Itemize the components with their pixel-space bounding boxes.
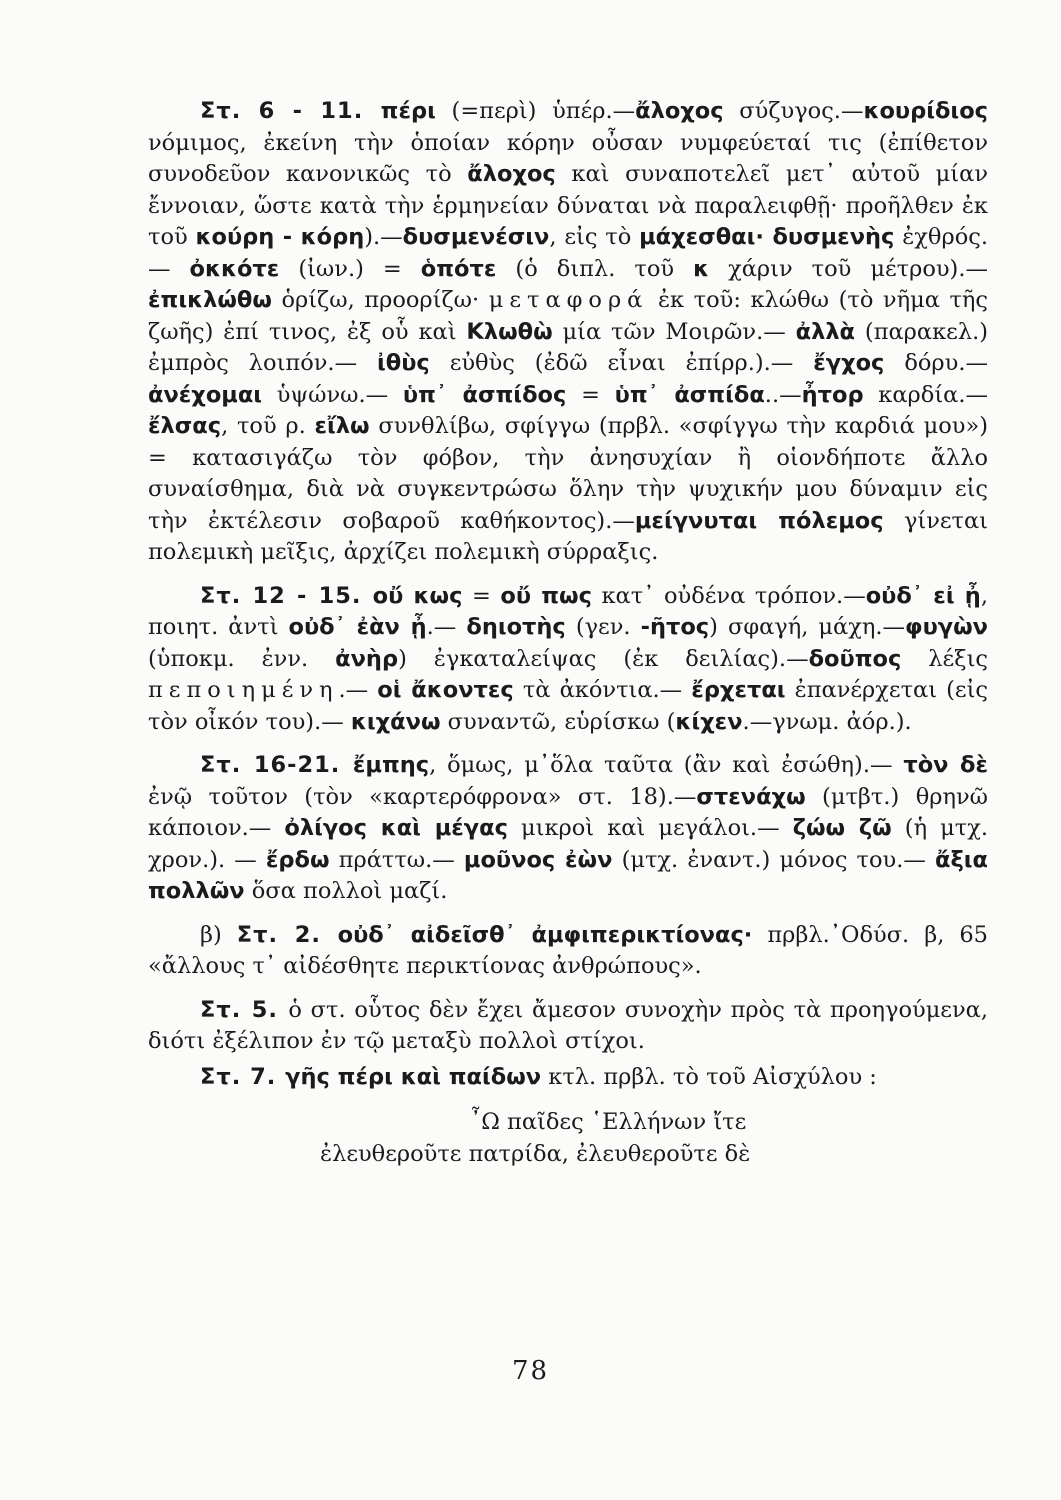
commentary-body	[148, 96, 988, 1170]
lemma: ὀκκότε	[189, 255, 280, 282]
spaced-term: μεταφορά	[488, 287, 649, 313]
lemma: ζώω ζῶ	[792, 815, 892, 841]
gloss-text: γίνεται πολεμικὴ μεῖξις, ἀρχίζει πολεμικὴ σύρραξις.	[148, 507, 989, 565]
lemma: κιχάνω	[350, 708, 441, 735]
line-reference: Στ. 5.	[200, 996, 289, 1023]
quote-line-1: ῏Ω παῖδες ῾Ελλήνων ἴτε	[470, 1109, 747, 1135]
lemma: Κλωθὼ	[466, 318, 553, 345]
lemma: οὐδ᾽ ἐὰν ᾖ	[288, 614, 427, 640]
gloss-text: .—	[426, 614, 467, 640]
gloss-text: καρδία.—	[863, 381, 988, 408]
gloss-text: (μτβτ.) θρηνῶ κάποιον.—	[148, 783, 988, 841]
gloss-text: (παρακελ.) ἐμπρὸς λοιπόν.—	[148, 318, 989, 376]
gloss-text: ὁ στ. οὗτος δὲν ἔχει ἄμεσον συνοχὴν πρὸς τὰ προηγούμενα, διότι ἐξέλιπον ἐν τῷ μεταξὺ πολλοὶ στίχοι.	[148, 996, 988, 1054]
gloss-text: .—γνωμ. ἀόρ.).	[742, 708, 912, 735]
gloss-text: (ὑποκμ. ἐνν.	[148, 645, 336, 672]
lemma: ἄλοχος	[467, 161, 556, 187]
gloss-text: συνθλίβω, σφίγγω (πρβλ. «σφίγγω τὴν καρδιά μου») = κατασιγάζω τὸν φόβον, τὴν ἀνησυχίαν ἢ οἱονδήποτε ἄλλο συναίσθημα, διὰ νὰ συγκεντρώσω ὅλην τὴν ψυχικήν μου δύναμιν εἰς τὴν ἐκτέλεσιν σοβαροῦ καθήκοντος).—	[148, 413, 988, 534]
lemma: κούρη - κόρη	[195, 224, 365, 250]
lemma: ὑπ᾽ ἀσπίδος	[402, 381, 567, 408]
gloss-text: κατ᾽ οὐδένα τρόπον.—	[591, 582, 866, 609]
gloss-text: πρβλ.᾽Οδύσ. β, 65 «ἄλλους τ᾽ αἰδέσθητε περικτίονας ἀνθρώπους».	[148, 921, 988, 979]
gloss-text: ἐκ τοῦ: κλώθω (τὸ νῆμα τῆς ζωῆς) ἐπί τινος, ἐξ οὗ καὶ	[148, 287, 988, 345]
lemma: μοῦνος ἐὼν	[463, 846, 613, 873]
spaced-term: πεποιημένη	[148, 677, 339, 703]
gloss-text: , ποιητ. ἀντὶ	[148, 582, 988, 640]
gloss-text: =	[462, 582, 501, 609]
lemma: ἔρδω	[265, 846, 330, 873]
lemma: εἴλω	[314, 413, 370, 439]
lemma: κίχεν	[675, 708, 743, 735]
gloss-text: (ὁ διπλ. τοῦ	[496, 255, 694, 282]
lemma: ἐπικλώθω	[148, 287, 272, 313]
lemma: δοῦπος	[808, 645, 902, 672]
lemma: μάχεσθαι· δυσμενὴς	[639, 224, 895, 250]
lemma: ἀνέχομαι	[148, 381, 263, 408]
gloss-text: , ὅμως, μ᾽ὅλα ταῦτα (ἂν καὶ ἐσώθη).—	[429, 752, 904, 778]
gloss-text: ἐπανέρχεται (εἰς τὸν οἶκόν του).—	[148, 677, 988, 735]
gloss-text: συναντῶ, εὑρίσκω (	[440, 708, 676, 735]
lemma: δηιοτὴς	[466, 614, 566, 640]
lemma: ἰθὺς	[377, 350, 430, 376]
gloss-text: (=περὶ) ὑπέρ.—	[435, 98, 636, 124]
gloss-text: , εἰς τὸ	[549, 224, 640, 250]
note-b-line-5	[148, 995, 988, 1058]
lemma: ἀλλὰ	[795, 318, 856, 345]
note-b-line-2	[148, 920, 988, 983]
gloss-text: ) ἐγκαταλείψας (ἐκ δειλίας).—	[398, 645, 809, 672]
gloss-text: μικροὶ καὶ μεγάλοι.—	[507, 815, 793, 841]
lemma: ἀνὴρ	[335, 645, 399, 672]
lemma: μείγνυται πόλεμος	[634, 507, 884, 534]
gloss-text: ἐνῷ τοῦτον (τὸν «καρτερόφρονα» στ. 18).—	[148, 783, 697, 810]
gloss-text: ..—	[764, 381, 802, 408]
gloss-text: σύζυγος.—	[723, 98, 864, 124]
page-number: 78	[511, 1356, 550, 1386]
gloss-text: (ἰων.) =	[279, 255, 421, 282]
lemma: ἦτορ	[801, 381, 864, 408]
gloss-text: ) σφαγή, μάχη.—	[709, 614, 905, 640]
lemma: οἱ ἄκοντες	[377, 677, 514, 703]
gloss-text: =	[566, 381, 615, 408]
gloss-text: καὶ συναποτελεῖ μετ᾽ αὐτοῦ μίαν ἔννοιαν, ὥστε κατὰ τὴν ἑρμηνείαν δύναται νὰ παραλειφθῇ· προῆλθεν ἐκ τοῦ	[148, 161, 988, 250]
lemma: ἄξια πολλῶν	[148, 846, 988, 904]
lemma: ἔρχεται	[691, 677, 786, 703]
lemma: ὀλίγος καὶ μέγας	[284, 815, 508, 841]
line-reference: Στ. 2.	[236, 921, 338, 948]
lemma: οὐδ᾽ εἰ ᾖ	[865, 582, 981, 609]
gloss-text: εὐθὺς (ἐδῶ εἶναι ἐπίρρ.).—	[429, 350, 814, 376]
gloss-text: , τοῦ ρ.	[221, 413, 315, 439]
lemma: οὔ κως	[372, 582, 463, 609]
lemma: ἔγχος	[813, 350, 885, 376]
lemma: πέρι	[380, 98, 436, 124]
note-lines-6-11	[148, 96, 988, 569]
lemma: οὔ πως	[500, 582, 592, 609]
lemma: γῆς πέρι καὶ παίδων	[285, 1063, 542, 1090]
note-b-line-7	[148, 1062, 988, 1094]
lemma: οὐδ᾽ αἰδεῖσθ᾽ ἀμφιπερικτίονας·	[337, 921, 753, 948]
lemma: δυσμενέσιν	[402, 224, 550, 250]
lemma: τὸν δὲ	[903, 752, 989, 778]
gloss-text: ὅσα πολλοὶ μαζί.	[244, 878, 448, 904]
line-reference: Στ. 12 - 15.	[200, 582, 373, 609]
gloss-text: κτλ. πρβλ. τὸ τοῦ Αἰσχύλου :	[541, 1063, 877, 1090]
gloss-text: ὑψώνω.—	[262, 381, 403, 408]
lemma: στενάχω	[696, 783, 806, 810]
line-reference: Στ. 6 - 11.	[200, 98, 381, 124]
note-lines-12-15	[148, 581, 988, 739]
gloss-text: νόμιμος, ἐκείνη τὴν ὁποίαν κόρην οὖσαν νυμφεύεταί τις (ἐπίθετον συνοδεῦον κανονικῶς τὸ	[148, 129, 988, 187]
gloss-text: β)	[200, 921, 237, 948]
gloss-text: πράττω.—	[329, 846, 464, 873]
note-lines-16-21	[148, 750, 988, 908]
gloss-text: χάριν τοῦ μέτρου).—	[709, 255, 988, 282]
line-reference: Στ. 7.	[200, 1063, 286, 1090]
gloss-text: (γεν.	[565, 614, 641, 640]
gloss-text: τὰ ἀκόντια.—	[513, 677, 692, 703]
lemma: -ῆτος	[640, 614, 710, 640]
gloss-text: .—	[338, 677, 378, 703]
aeschylus-quote	[148, 1107, 988, 1170]
lemma: ὁπότε	[420, 255, 497, 282]
gloss-text: δόρυ.—	[884, 350, 988, 376]
gloss-text: μία τῶν Μοιρῶν.—	[552, 318, 796, 345]
lemma: ἔλσας	[148, 413, 222, 439]
gloss-text: λέξις	[901, 645, 988, 672]
lemma: ἔμπης	[352, 752, 430, 778]
quote-line-2: ἐλευθεροῦτε πατρίδα, ἐλευθεροῦτε δὲ	[320, 1140, 751, 1167]
gloss-text: (μτχ. ἐναντ.) μόνος του.—	[612, 846, 935, 873]
lemma: ὑπ᾽ ἀσπίδα	[614, 381, 765, 408]
gloss-text: (ἡ μτχ. χρον.). —	[148, 815, 989, 873]
gloss-text: ).—	[364, 224, 403, 250]
lemma: κ	[693, 255, 710, 282]
gloss-text: ἐχθρός.—	[148, 224, 989, 282]
lemma: κουρίδιος	[863, 98, 988, 124]
gloss-text: ὁρίζω, προορίζω·	[271, 287, 489, 313]
line-reference: Στ. 16-21.	[200, 752, 353, 778]
lemma: φυγὼν	[904, 614, 988, 640]
lemma: ἄλοχος	[635, 98, 724, 124]
